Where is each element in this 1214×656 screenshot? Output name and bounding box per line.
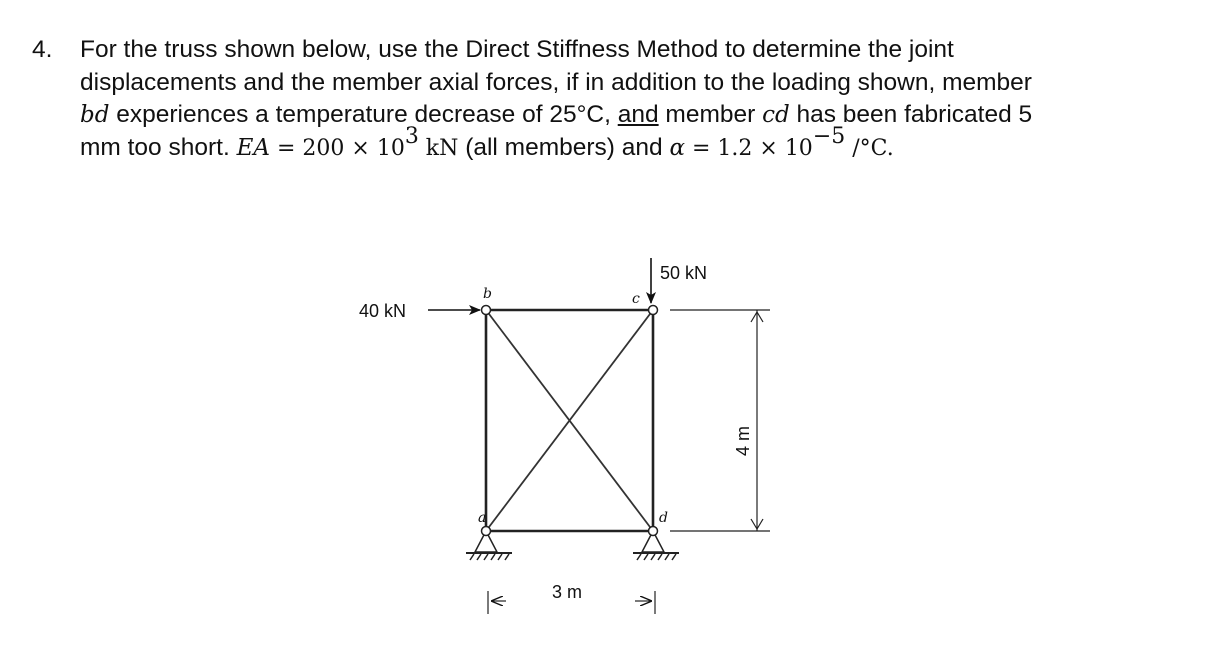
temperature-text: experiences a temperature decrease of (109, 101, 550, 128)
problem-line-3: bd experiences a temperature decrease of 25°C, and member cd has been fabricated 5 (80, 101, 1033, 128)
joint-d (649, 527, 658, 536)
pin-support-a (466, 531, 512, 560)
problem-line-1: For the truss shown below, use the Direct Stiffness Method to determine the joint (80, 36, 954, 63)
problem-line-4: mm too short. EA = $200 \times 10^3$ kN (all members) and $\alpha = 1.2 \times 10^{-5}$ /°C. (80, 123, 894, 161)
member-bd-label: bd (80, 102, 110, 128)
underlined-and: and (617, 101, 659, 128)
load-label-50kn: 50 kN (660, 263, 708, 283)
fabrication-text: has been fabricated 5 (789, 101, 1033, 128)
joint-b (482, 306, 491, 315)
dimension-width-label: 3 m (552, 582, 583, 602)
alpha-value: 1.2 × 10 (717, 135, 813, 161)
alpha-unit: /°C. (845, 135, 894, 161)
load-label-40kn: 40 kN (359, 301, 407, 321)
dimension-height (670, 310, 770, 531)
temperature-value: 25°C, (549, 101, 611, 128)
node-label-d: d (659, 510, 668, 526)
ea-value: 200 × 10 (302, 135, 405, 161)
member-cd-label: cd (762, 102, 790, 128)
node-label-c: c (632, 291, 640, 307)
alpha-symbol: α (669, 134, 685, 161)
alpha-exponent: −5 (812, 123, 846, 149)
ea-exponent: 3 (404, 123, 419, 149)
problem-number: 4. (32, 36, 53, 63)
ea-unit: kN (418, 135, 459, 161)
node-label-b: b (483, 286, 492, 302)
node-label-a: a (478, 510, 487, 526)
ea-symbol: EA (236, 134, 270, 161)
pin-support-d (633, 531, 679, 560)
dimension-height-label: 4 m (733, 425, 753, 456)
joint-c (649, 306, 658, 315)
problem-line-2: displacements and the member axial forces, if in addition to the loading shown, member (80, 68, 1032, 96)
joint-a (482, 527, 491, 536)
